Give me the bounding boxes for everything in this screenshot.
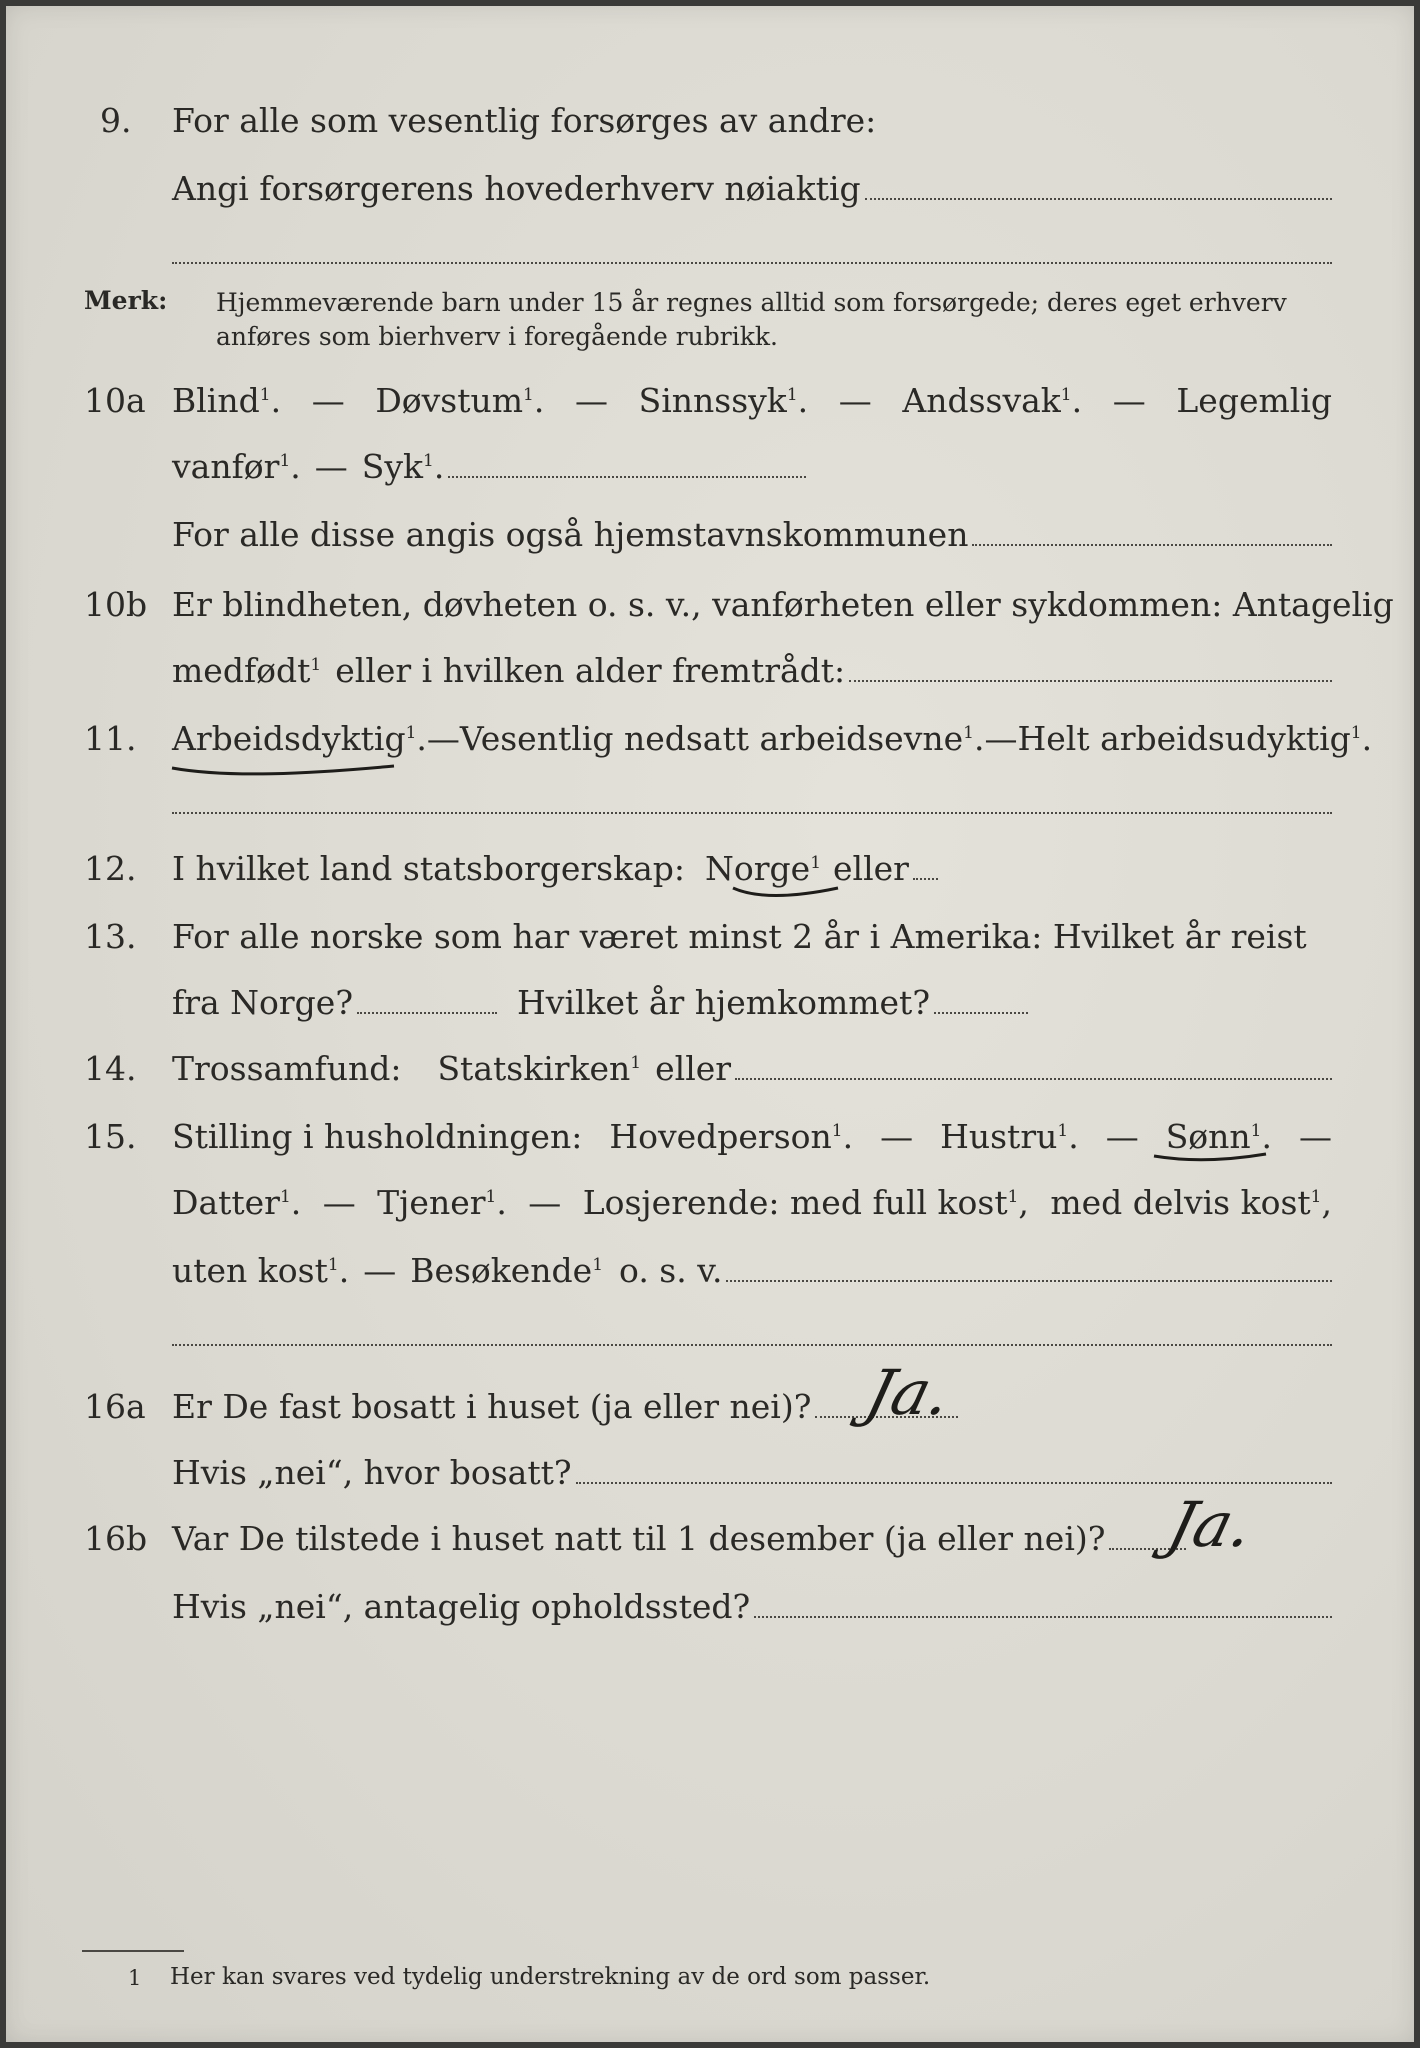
footnote-rule [82,1950,184,1952]
q15-opt-besokende: Besøkende$^1$ [410,1251,604,1290]
q16a-line2 [172,1453,1332,1492]
q15-opt-uten: uten kost$^1$. [172,1251,350,1290]
q10a-opt-sinnssyk: Sinnssyk$^1$. [638,381,809,420]
q16b-line1 [172,1519,1186,1558]
q15-osv: o. s. v. [619,1251,723,1290]
q12-answer-field[interactable] [913,878,938,880]
q10a-opt-syk: Syk$^1$. [361,447,445,486]
merk-line1: Hjemmeværende barn under 15 år regnes alltid som forsørgede; deres eget erhverv [216,288,1287,317]
q10a-opt-blind: Blind$^1$. [172,381,282,420]
q16b-opholdssted-field[interactable] [754,1616,1332,1618]
q14-eller: eller [655,1049,732,1088]
q15-answer-field[interactable] [726,1280,1332,1282]
q13-number: 13. [84,917,137,956]
q10b-opt-medfodt: medfødt$^1$ [172,651,322,690]
q9-line2: Angi forsørgerens hovederhverv nøiaktig [172,169,861,208]
q15-opt-hovedperson: Hovedperson$^1$. [609,1117,854,1156]
q10a-line3: For alle disse angis også hjemstavnskommunen [172,515,969,554]
q10b-line2 [172,651,1332,690]
q14-line [172,1049,1332,1088]
q15-handwritten-underline [1150,1146,1270,1168]
q15-opt-datter: Datter$^1$. [172,1183,302,1222]
q16b-question: Var De tilstede i huset natt til 1 desember (ja eller nei)? [172,1519,1106,1558]
q16a-handwritten-answer: Ja. [858,1356,959,1429]
q11-opt-vesentlig: Vesentlig nedsatt arbeidsevne$^1$. [459,719,985,758]
q16b-number: 16b [84,1519,148,1558]
q16a-number: 16a [84,1387,146,1426]
footnote-text: Her kan svares ved tydelig understrekning av de ord som passer. [170,1964,931,1990]
q16a-bosatt-field[interactable] [576,1482,1332,1484]
q16a-line1 [172,1387,958,1426]
q10a-line3-row [172,515,1332,554]
q15-opt-hustru: Hustru$^1$. [940,1117,1079,1156]
q10a-line1: Blind$^1$. — Døvstum$^1$. — Sinnssyk$^1$. — Andssvak$^1$. — Legemlig [172,381,1332,420]
q10a-opt-andssvak: Andssvak$^1$. [902,381,1083,420]
q16b-line2 [172,1587,1332,1626]
q9-answer-field[interactable] [865,198,1332,200]
q15-opt-tjener: Tjener$^1$. [377,1183,507,1222]
q12-text: I hvilket land statsborgerskap: [172,849,686,888]
q16a-line2-text: Hvis „nei“, hvor bosatt? [172,1453,572,1492]
q13-part1: fra Norge? [172,983,354,1022]
q10a-hjemstavn-field[interactable] [972,544,1332,546]
q13-reist-field[interactable] [357,1012,497,1014]
q16b-line2-text: Hvis „nei“, antagelig opholdssted? [172,1587,751,1626]
q15-line2: Datter$^1$. — Tjener$^1$. — Losjerende: med full kost$^1$, med delvis kost$^1$, [172,1183,1332,1222]
q15-opt-delvis: med delvis kost$^1$, [1050,1183,1332,1222]
q11-handwritten-underline [168,752,398,782]
q16a-question: Er De fast bosatt i huset (ja eller nei)? [172,1387,812,1426]
merk-line2: anføres som bierhverv i foregående rubrikk. [216,322,778,351]
q13-hjemkommet-field[interactable] [934,1012,1028,1014]
q11-line1: Arbeidsdyktig$^1$. — Vesentlig nedsatt arbeidsevne$^1$. — Helt arbeidsudyktig$^1$. [172,719,1373,758]
q16b-handwritten-answer: Ja. [1160,1488,1261,1561]
q15-number: 15. [84,1117,137,1156]
q12-eller: eller [833,849,909,888]
q13-part2: Hvilket år hjemkommet? [517,983,931,1022]
q12-opt-norge: Norge$^1$ [705,849,822,888]
q10b-answer-field[interactable] [849,680,1332,682]
q12-number: 12. [84,849,137,888]
q15-opt-sonn: Sønn$^1$. [1165,1117,1272,1156]
q9-answer-line-2[interactable] [172,262,1332,264]
q10b-line1: Er blindheten, døvheten o. s. v., vanførheten eller sykdommen: Antagelig [172,585,1394,624]
q12-handwritten-underline [730,878,842,902]
q15-line1: Stilling i husholdningen: Hovedperson$^1$. — Hustru$^1$. — Sønn$^1$. — [172,1117,1332,1156]
q11-answer-line[interactable] [172,812,1332,814]
q10b-line2-text: eller i hvilken alder fremtrådt: [335,651,846,690]
q9-number: 9. [100,101,132,140]
q10a-number: 10a [84,381,146,420]
q14-answer-field[interactable] [735,1078,1332,1080]
q14-number: 14. [84,1049,137,1088]
q11-number: 11. [84,719,137,758]
q10a-line2: vanfør$^1$. — Syk$^1$. [172,450,806,484]
q13-line2 [172,983,1028,1022]
q14-opt-statskirken: Statskirken$^1$ [437,1049,642,1088]
q9-line1: For alle som vesentlig forsørges av andre: [172,101,877,140]
q11-opt-helt: Helt arbeidsudyktig$^1$. [1017,719,1373,758]
q10a-opt-vanfor: vanfør$^1$. [172,447,301,486]
q10a-syk-field[interactable] [448,476,806,478]
q9-line2-row [172,169,1332,208]
q15-opt-losjerende: Losjerende: med full kost$^1$, [582,1183,1029,1222]
q15-line3: uten kost$^1$. — Besøkende$^1$ o. s. v. [172,1254,1332,1288]
q13-line1: For alle norske som har været minst 2 år i Amerika: Hvilket år reist [172,917,1307,956]
merk-label: Merk: [84,286,168,315]
q10a-opt-legemlig: Legemlig [1176,381,1332,420]
q10b-number: 10b [84,585,148,624]
q10a-opt-dovstum: Døvstum$^1$. [375,381,545,420]
footnote-mark: 1 [128,1966,142,1990]
q11-opt-arbeidsdyktig: Arbeidsdyktig$^1$. [172,719,427,758]
q15-answer-line-2[interactable] [172,1344,1332,1346]
q14-text: Trossamfund: [172,1049,402,1088]
q15-stilling: Stilling i husholdningen: [172,1117,583,1156]
